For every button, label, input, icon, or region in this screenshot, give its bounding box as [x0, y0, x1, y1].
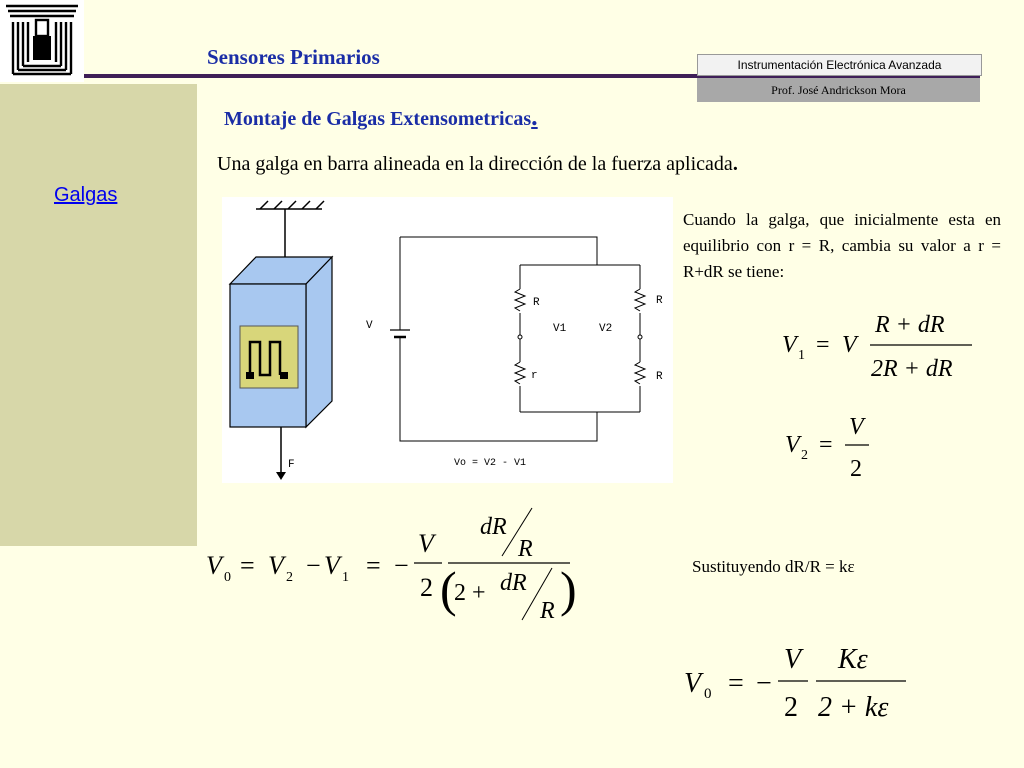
svg-text:): ): [560, 561, 577, 617]
substitution-note: Sustituyendo dR/R = kε: [692, 557, 855, 576]
eq2-equals: =: [819, 432, 833, 458]
eq3-v2: V: [268, 551, 284, 580]
eq1-lhs: V: [782, 332, 797, 358]
node-v1: [518, 335, 522, 339]
eq3-num-R: R: [518, 536, 533, 562]
output-equation-label: Vo = V2 - V1: [454, 458, 527, 469]
resistor-label-top-left: R: [533, 297, 540, 309]
resistor-label-bottom-right: R: [656, 371, 663, 383]
equation-v0-derivation: [200, 506, 590, 626]
logo-icon: [0, 0, 84, 82]
eq4-frac1-den: 2: [784, 692, 798, 723]
sidebar-link-galgas[interactable]: Galgas: [54, 184, 118, 206]
eq3-sub1: 1: [342, 570, 349, 585]
eq3-minus1: −: [306, 551, 321, 580]
institution-logo: [0, 0, 84, 82]
eq4-frac2-den: 2 + kε: [818, 692, 889, 723]
eq3-equals2: =: [366, 551, 381, 580]
lesson-title: Sensores Primarios: [207, 45, 380, 69]
resistor-label-bottom-left: r: [531, 370, 538, 382]
eq1-equals: =: [816, 332, 830, 358]
eq2-denominator: 2: [850, 456, 862, 482]
slide-subtitle: [224, 102, 538, 132]
force-label: F: [288, 459, 295, 471]
eq4-equals: =: [728, 668, 744, 699]
sidebar: [0, 84, 197, 546]
eq3-frac-den: 2: [420, 573, 433, 602]
eq3-minus2: −: [394, 551, 409, 580]
equation-v1: [770, 302, 980, 390]
eq3-den-dR: dR: [500, 570, 527, 596]
eq3-den-R: R: [540, 598, 555, 624]
eq3-sub0: 0: [224, 570, 231, 585]
intro-dot: .: [732, 153, 738, 175]
eq1-denominator: 2R + dR: [871, 356, 953, 382]
intro-text: Una galga en barra alineada en la dirección de la fuerza aplicada: [217, 153, 733, 175]
eq3-equals1: =: [240, 551, 255, 580]
eq4-minus: −: [756, 668, 772, 699]
eq2-lhs-sub: 2: [801, 448, 808, 463]
svg-text:(: (: [440, 561, 457, 617]
equation-v2: [775, 412, 885, 484]
supply-battery: [390, 330, 410, 337]
eq4-lhs-sub: 0: [704, 686, 712, 702]
course-name-box: Instrumentación Electrónica Avanzada: [697, 54, 982, 76]
eq3-den-two-plus: 2 +: [454, 580, 486, 606]
node-v2: [638, 335, 642, 339]
subtitle-text: Montaje de Galgas Extensometricas: [224, 108, 532, 130]
eq4-lhs: V: [684, 668, 702, 699]
eq4-frac2-num: Kε: [838, 644, 868, 675]
eq3-frac-num: V: [418, 529, 434, 558]
gauge-bridge-figure: [222, 197, 673, 483]
explanation-paragraph: Cuando la galga, que inicialmente esta en equilibrio con r = R, cambia su valor a r = R+dR se tiene:: [683, 210, 1001, 281]
eq1-factor: V: [842, 332, 857, 358]
strain-gauge: [240, 326, 298, 388]
eq3-v0: V: [206, 551, 222, 580]
eq1-numerator: R + dR: [875, 312, 945, 338]
eq2-numerator: V: [849, 414, 864, 440]
bridge-circuit: [400, 237, 645, 441]
professor-name-box: Prof. José Andrickson Mora: [697, 78, 980, 102]
eq3-num-dR: dR: [480, 514, 507, 540]
node-v2-label: V2: [599, 323, 613, 335]
eq3-sub2: 2: [286, 570, 293, 585]
eq2-lhs: V: [785, 432, 800, 458]
force-arrow: [276, 427, 286, 480]
eq1-lhs-sub: 1: [798, 348, 805, 363]
eq3-v1: V: [324, 551, 340, 580]
node-v1-label: V1: [553, 323, 567, 335]
intro-sentence: [217, 153, 738, 176]
equation-v0-final: [676, 636, 916, 726]
resistor-label-top-right: R: [656, 295, 663, 307]
eq4-frac1-num: V: [784, 644, 802, 675]
supply-label: V: [366, 320, 373, 332]
subtitle-dot: .: [531, 102, 538, 131]
